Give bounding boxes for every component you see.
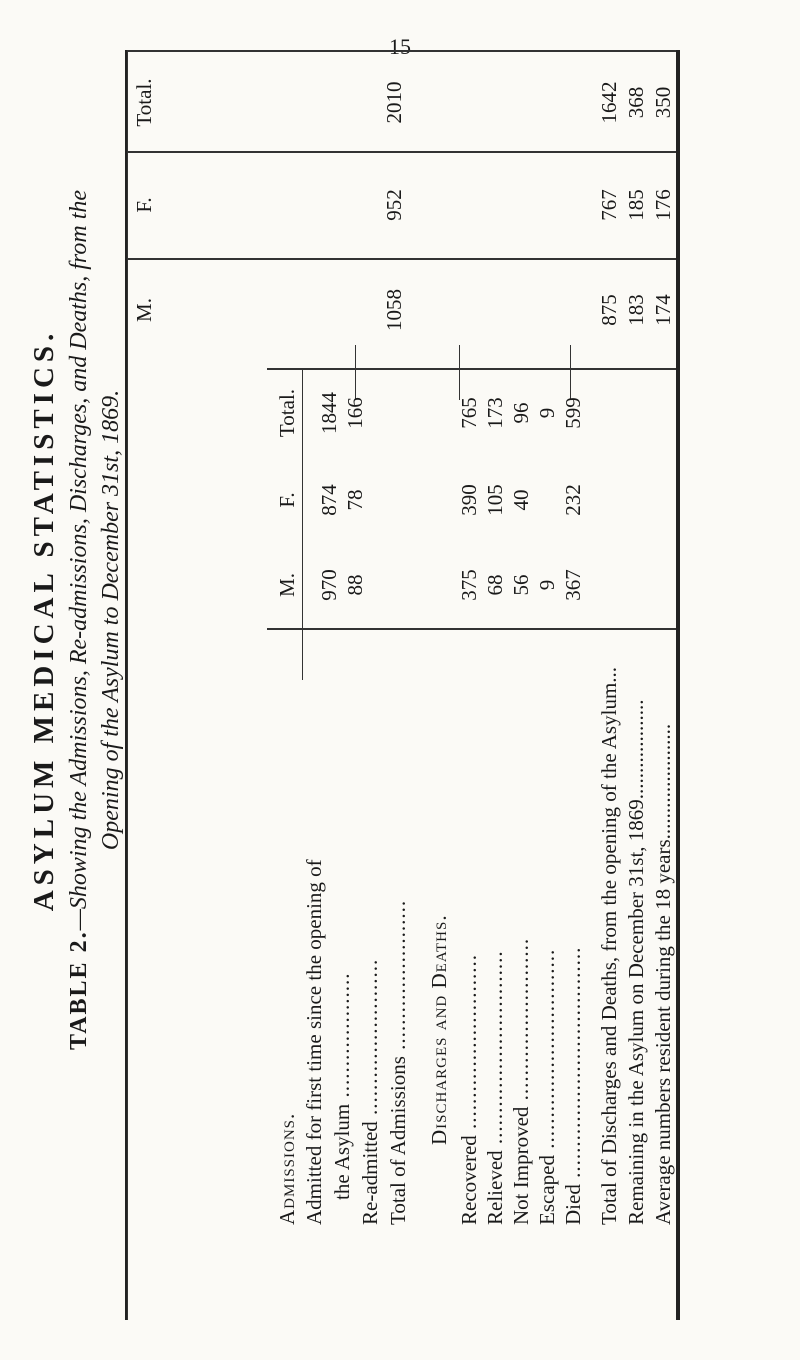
- total-discharges-total: 1642: [597, 81, 621, 124]
- average-f: 176: [651, 189, 675, 221]
- escaped-label: Escaped ................................: [535, 948, 559, 1225]
- average-label: Average numbers resident during the 18 years......................: [651, 723, 675, 1225]
- header-f-outer: F.: [132, 197, 156, 213]
- recovered-text: Recovered: [457, 1135, 481, 1225]
- asylum-text: the Asylum: [330, 1103, 354, 1200]
- caption-line-2: Opening of the Asylum to December 31st, 1869.: [98, 389, 124, 851]
- died-m: 367: [561, 569, 585, 601]
- statistics-table: [125, 50, 680, 1320]
- caption-line-1: [66, 20, 93, 1220]
- total-discharges-f: 767: [597, 189, 621, 221]
- recovered-total: 765: [457, 397, 481, 429]
- readmitted-m: 88: [343, 574, 367, 596]
- total-discharges-m: 875: [597, 294, 621, 326]
- died-text: Died: [561, 1184, 585, 1225]
- not-improved-text: Not Improved: [509, 1106, 533, 1225]
- remaining-f: 185: [624, 189, 648, 221]
- relieved-text: Relieved: [483, 1150, 507, 1225]
- total-admissions-label: Total of Admissions ........................: [386, 899, 410, 1225]
- admitted-first-total: 1844: [317, 392, 341, 434]
- remaining-total: 368: [624, 86, 648, 119]
- relieved-total: 173: [483, 397, 507, 429]
- not-improved-total: 96: [509, 402, 533, 424]
- readmitted-label: Re-admitted .........................: [358, 958, 382, 1225]
- total-discharges-label: Total of Discharges and Deaths, from the opening of the Asylum...: [597, 666, 621, 1225]
- header-total-outer: Total.: [132, 78, 156, 127]
- header-m-inner: M.: [275, 573, 299, 597]
- readmitted-text: Re-admitted: [358, 1121, 382, 1225]
- died-f: 232: [561, 484, 585, 516]
- total-admissions-f: 952: [382, 189, 406, 221]
- died-label: Died .....................................: [561, 946, 585, 1225]
- recovered-m: 375: [457, 569, 481, 601]
- total-admissions-text: Total of Admissions: [386, 1056, 410, 1225]
- admitted-first-f: 874: [317, 484, 341, 516]
- remaining-label: Remaining in the Asylum on December 31st, 1869...................: [624, 699, 648, 1225]
- readmitted-total: 166: [343, 397, 367, 429]
- table-number: TABLE 2.: [66, 930, 92, 1051]
- average-total: 350: [651, 86, 675, 119]
- total-admissions-total: 2010: [382, 81, 406, 124]
- page-number: 15: [389, 34, 411, 59]
- admitted-first-label-2: the Asylum ....................: [330, 972, 354, 1200]
- relieved-f: 105: [483, 484, 507, 516]
- discharges-heading: Discharges and Deaths.: [427, 914, 451, 1145]
- header-m-outer: M.: [132, 298, 156, 322]
- recovered-f: 390: [457, 484, 481, 516]
- caption-text-1: —Showing the Admissions, Re-admissions, Discharges, and Deaths, from the: [66, 189, 92, 931]
- title-text: ASYLUM MEDICAL STATISTICS.: [28, 328, 60, 912]
- page-title: [28, 20, 61, 1220]
- header-f-inner: F.: [275, 492, 299, 508]
- not-improved-f: 40: [509, 489, 533, 511]
- escaped-total: 9: [535, 407, 559, 419]
- admitted-first-label: Admitted for first time since the opening of: [302, 859, 326, 1225]
- escaped-text: Escaped: [535, 1155, 559, 1225]
- died-total: 599: [561, 397, 585, 429]
- not-improved-label: Not Improved ..........................: [509, 937, 533, 1225]
- relieved-m: 68: [483, 574, 507, 596]
- readmitted-f: 78: [343, 489, 367, 511]
- escaped-m: 9: [535, 579, 559, 591]
- remaining-m: 183: [624, 294, 648, 326]
- admissions-heading: Admissions.: [275, 1112, 299, 1225]
- admitted-first-m: 970: [317, 569, 341, 601]
- relieved-label: Relieved ...............................: [483, 950, 507, 1225]
- header-total-inner: Total.: [275, 388, 299, 438]
- total-admissions-m: 1058: [382, 289, 406, 331]
- average-m: 174: [651, 294, 675, 326]
- recovered-label: Recovered ............................: [457, 953, 481, 1225]
- not-improved-m: 56: [509, 574, 533, 596]
